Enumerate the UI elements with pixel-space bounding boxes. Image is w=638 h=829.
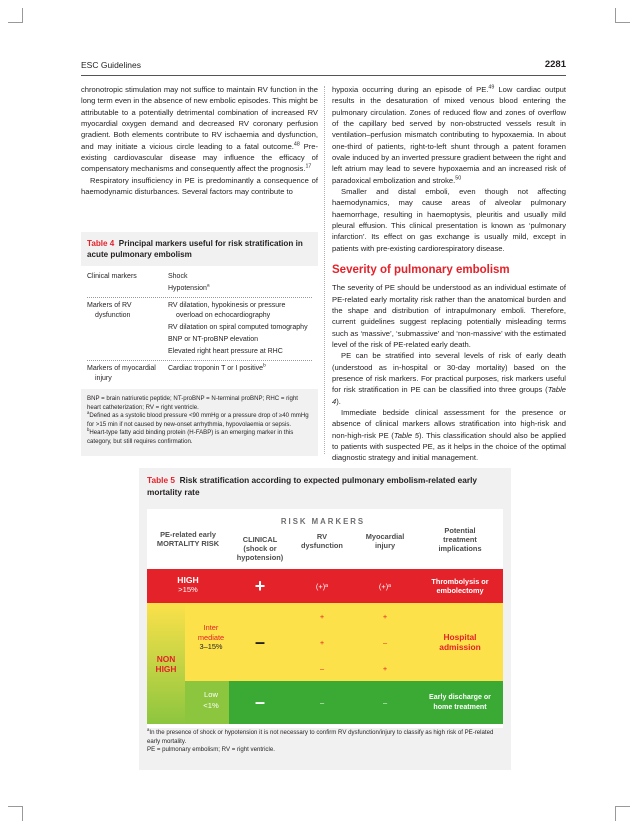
citation: 48 — [293, 141, 300, 148]
intermediate-myo-sign: + — [382, 663, 388, 673]
header-mortality-risk: PE-related early MORTALITY RISK — [156, 530, 220, 548]
header-myocardial-injury: Myocardial injury — [365, 532, 405, 550]
header-risk-markers: RISK MARKERS — [280, 516, 366, 526]
intermediate-rv-sign: + — [319, 637, 325, 647]
high-implication: Thrombolysis or embolectomy — [431, 576, 489, 595]
paragraph: chronotropic stimulation may not suffice to maintain RV function in the long term even in the absence of new embolic episodes. This might be attributable to a potentially detrimental combination of increased RV myocardial oxygen demand and decreased RV coronary perfusion gradient. Both elements contribute to RV ischaemia and dysfunction, and may initiate a vicious circle leading to a fatal outcome.$^{48}$ Pre-existing cardiovascular disease may influence the efficacy of compensatory mechanisms and consequently affect the prognosis.$^{17}$ — [81, 85, 318, 174]
high-myo-sign: (+) a — [378, 581, 392, 591]
citation: 49 — [488, 84, 495, 91]
intermediate-myo-sign: – — [382, 637, 388, 647]
marker-list: Cardiac troponin T or I positive$^b$ — [168, 363, 266, 372]
header-clinical: CLINICAL (shock or hypotension) — [236, 534, 284, 562]
intermediate-risk-label: Inter mediate 3–15% — [197, 623, 225, 652]
table-label: Table 4 — [87, 239, 115, 248]
column-divider — [324, 86, 325, 454]
high-risk-label: HIGH >15% — [177, 575, 199, 594]
table-label: Table 5 — [147, 475, 175, 485]
intermediate-rv-sign: – — [319, 663, 325, 673]
high-rv-sign: (+) a — [315, 581, 329, 591]
marker-category: Markers of myocardial injury — [87, 365, 156, 382]
crop-mark-bottom-left — [8, 806, 23, 821]
low-clinical-sign: – — [254, 692, 265, 712]
paragraph: Respiratory insufficiency in PE is predominantly a consequence of haemodynamic disturbances. Several factors may contribute to — [81, 175, 318, 197]
crop-mark-bottom-right — [615, 806, 630, 821]
table-footnotes: $^a$In the presence of shock or hypotension it is not necessary to confirm RV dysfunction/injury to classify as high risk of PE-related early mortality. PE = pulmonary embolism; RV = right ventricle. — [147, 726, 494, 754]
marker-list: RV dilatation, hypokinesis or pressure overload on echocardiography RV dilatation on spiral computed tomography BNP or NT-proBNP elevation Elevated right heart pressure at RHC — [168, 302, 308, 355]
paragraph: Smaller and distal emboli, even though not affecting haemodynamics, may cause areas of alveolar pulmonary haemorrhage, resulting in haemoptysis, pleuritis and usually mild pleural effusion. This clinical presentation is known as ‘pulmonary infarction’. Its effect on gas exchange is usually mild, except in patients with pre-existing cardiorespiratory disease. — [332, 187, 566, 253]
marker-list: Shock Hypotension$^a$ — [168, 273, 210, 292]
header-treatment-implications: Potential treatment implications — [438, 525, 482, 553]
table-footnotes: BNP = brain natriuretic peptide; NT-proBNP = N-terminal proBNP; RHC = right heart catheterization; RV = right ventricle. $^a$Defined as a systolic blood pressure <90 mmHg or a pressure drop of ≥40 mmHg for >15 min if not caused by new-onset arrhythmia, hypovolaemia or sepsis. $^b$Heart-type fatty acid binding protein (H-FABP) is an emerging marker in this category, but still requires confirmation. — [87, 395, 309, 445]
table-row — [87, 360, 312, 387]
table-body — [81, 266, 318, 389]
left-column — [81, 84, 318, 197]
right-column — [332, 84, 566, 464]
table-caption: Table 5 Risk stratification according to expected pulmonary embolism-related early mortality rate — [147, 475, 478, 497]
marker-category: Markers of RV dysfunction — [87, 302, 132, 319]
non-high-label: NON HIGH — [155, 654, 177, 674]
table-5 — [139, 468, 511, 770]
high-clinical-sign: + — [254, 575, 266, 596]
crop-mark-top-left — [8, 8, 23, 23]
table-4 — [81, 232, 318, 456]
page-number: 2281 — [544, 59, 566, 70]
table-row — [87, 269, 312, 297]
low-rv-sign: – — [319, 698, 325, 707]
citation: 17 — [305, 163, 312, 170]
table-reference[interactable]: Table 4 — [332, 385, 566, 406]
paragraph: PE can be stratified into several levels of risk of early death (understood as in-hospital or 30-day mortality) based on the presence of risk markers. For practical purposes, risk markers useful for risk stratification in PE can be classified into three groups (Table 4). — [332, 351, 566, 406]
intermediate-myo-sign: + — [382, 611, 388, 621]
intermediate-rv-sign: + — [319, 611, 325, 621]
table-reference[interactable]: Table 5 — [393, 430, 420, 440]
intermediate-clinical-sign: – — [254, 631, 265, 652]
low-implication: Early discharge or home treatment — [429, 693, 491, 711]
low-myo-sign: – — [382, 698, 388, 707]
header-rule — [81, 75, 566, 76]
table-row — [87, 297, 312, 360]
low-risk-label: Low <1% — [203, 690, 219, 710]
section-heading: Severity of pulmonary embolism — [332, 264, 510, 277]
header-rv-dysfunction: RV dysfunction — [301, 532, 343, 550]
paragraph: hypoxia occurring during an episode of PE.$^{49}$ Low cardiac output results in the desaturation of mixed venous blood entering the pulmonary circulation. Zones of reduced flow and zones of overflow of the capillary bed served by non-obstructed vessels result in ventilation–perfusion mismatch contributing to hypoxaemia. In about one-third of patients, right-to-left shunt through a patent foramen ovale induced by an inverted pressure gradient between the right and left atrium may lead to severe hypoxaemia and an increased risk of paradoxical embolization and stroke.$^{50}$ — [332, 84, 567, 185]
citation: 50 — [455, 175, 462, 182]
paragraph: Immediate bedside clinical assessment for the presence or absence of clinical markers allows stratification into high-risk and non-high-risk PE (Table 5). This classification should also be applied to patients with suspected PE, as it helps in the choice of the optimal diagnostic strategy and initial management. — [332, 407, 566, 463]
intermediate-implication: Hospital admission — [439, 631, 481, 652]
table-caption: Table 4 Principal markers useful for risk stratification in acute pulmonary embolism — [87, 239, 303, 259]
crop-mark-top-right — [615, 8, 630, 23]
risk-stratification-grid — [147, 509, 503, 728]
journal-name: ESC Guidelines — [81, 60, 142, 70]
paragraph: The severity of PE should be understood as an individual estimate of PE-related early mortality risk rather than the anatomical burden and the shape and distribution of intrapulmonary emboli. Therefore, current guidelines suggest replacing potentially misleading terms such as ‘massive’, ‘submassive’ and ‘non-massive’ with the estimated level of the risk of PE-related early death. — [332, 283, 566, 349]
marker-category: Clinical markers — [87, 273, 137, 280]
running-header — [81, 60, 566, 72]
